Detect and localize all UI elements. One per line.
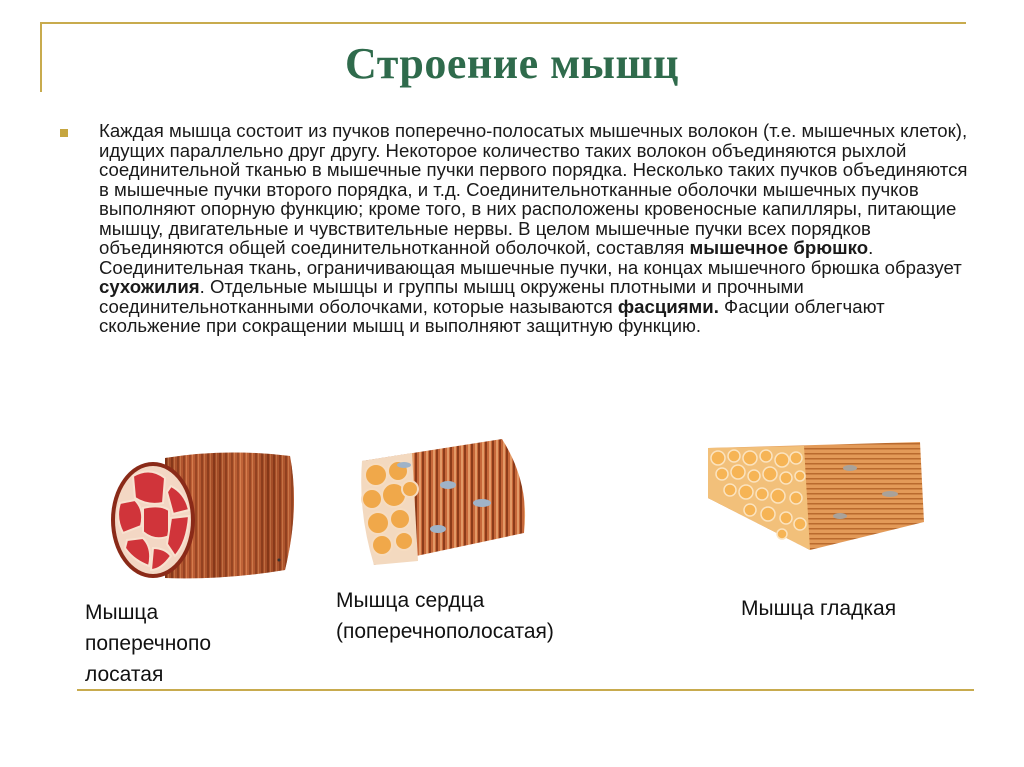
smooth-muscle-illustration [700, 438, 930, 558]
paragraph-text-3: . Отдельные мышцы и группы мышц окружены плотными и прочными соединительнотканными оболочками, которые называются [99, 276, 804, 317]
bold-term-muscle-belly: мышечное брюшко [689, 237, 869, 258]
bold-term-tendons: сухожилия [99, 276, 200, 297]
cardiac-muscle-illustration [352, 433, 532, 573]
paragraph-text-1: Каждая мышца состоит из пучков поперечно-полосатых мышечных волокон (т.е. мышечных клеток), идущих параллельно друг другу. Некоторое количество таких волокон объединяются рыхлой соединительной тканью в мышечные пучки первого порядка. Несколько таких пучков объединяются в мышечные пучки второго порядка, и т.д. Соединительнотканные оболочки мышечных пучков выполняют опорную функцию; кроме того, в них расположены кровеносные капилляры, питающие мышцу, двигательные и чувствительные нервы. В целом мышечные пучки всех порядков объединяются общей соединительнотканной оболочкой, составляя [99, 120, 968, 258]
caption-cardiac-muscle: Мышца сердца (поперечнополосатая) [336, 589, 554, 643]
bullet-icon [60, 129, 68, 137]
body-paragraph [99, 121, 979, 336]
slide-title: Строение мышц [345, 39, 679, 88]
top-rule [40, 22, 966, 24]
caption-skeletal-muscle: Мышца поперечнопо лосатая [85, 601, 212, 686]
bold-term-fascia: фасциями. [617, 295, 719, 317]
paragraph-text-2: . Соединительная ткань, ограничивающая мышечные пучки, на концах мышечного брюшка образует [99, 237, 962, 278]
skeletal-muscle-illustration [105, 448, 305, 588]
caption-smooth-muscle: Мышца гладкая [741, 597, 897, 620]
bottom-rule [77, 689, 974, 691]
paragraph-text-4: Фасции облегчают скольжение при сокращении мышц и выполняют защитную функцию. [99, 295, 885, 336]
